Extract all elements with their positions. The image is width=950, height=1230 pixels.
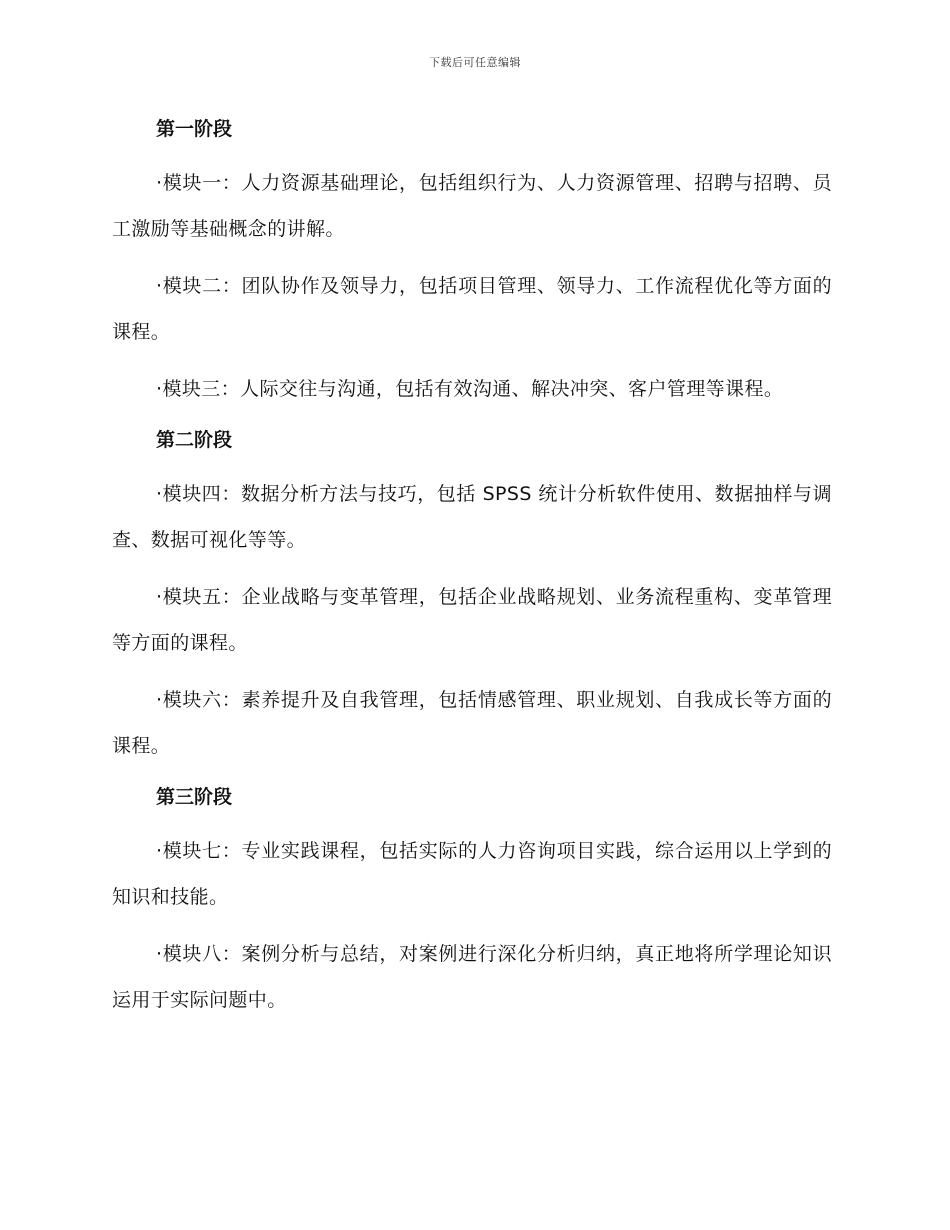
module-paragraph: ·模块三：人际交往与沟通，包括有效沟通、解决冲突、客户管理等课程。 <box>156 378 784 400</box>
module-paragraph: ·模块一：人力资源基础理论，包括组织行为、人力资源管理、招聘与招聘、员工激励等基础概念的讲解。 <box>112 172 832 240</box>
module-paragraph: ·模块七：专业实践课程，包括实际的人力咨询项目实践，综合运用以上学到的知识和技能。 <box>112 840 832 908</box>
module-paragraph: ·模块二：团队协作及领导力，包括项目管理、领导力、工作流程优化等方面的课程。 <box>112 275 832 343</box>
stage-heading: 第二阶段 <box>156 429 233 451</box>
stage-heading: 第一阶段 <box>156 118 233 140</box>
page-header: 下载后可任意编辑 <box>429 56 521 69</box>
document-body <box>112 112 832 1034</box>
stage-heading: 第三阶段 <box>156 786 233 808</box>
module-paragraph: ·模块五：企业战略与变革管理，包括企业战略规划、业务流程重构、变革管理等方面的课程。 <box>112 586 832 654</box>
module-paragraph: ·模块八：案例分析与总结，对案例进行深化分析归纳，真正地将所学理论知识运用于实际问题中。 <box>112 943 832 1011</box>
module-paragraph: ·模块六：素养提升及自我管理，包括情感管理、职业规划、自我成长等方面的课程。 <box>112 689 832 757</box>
module-paragraph: ·模块四：数据分析方法与技巧，包括 SPSS 统计分析软件使用、数据抽样与调查、数据可视化等等。 <box>112 483 832 551</box>
